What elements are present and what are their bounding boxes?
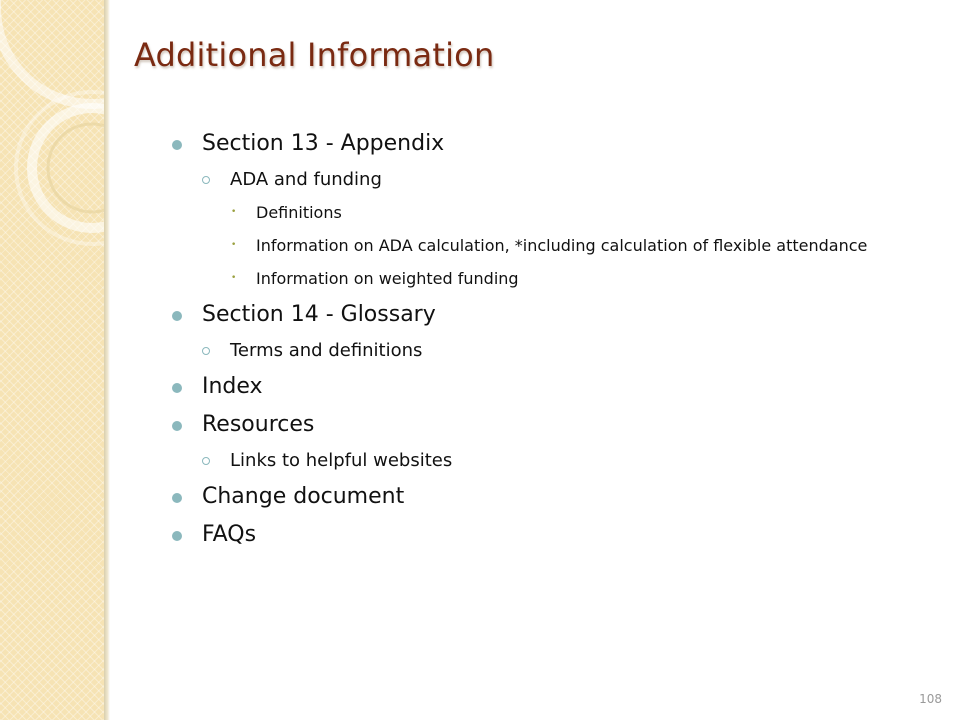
resources-label: Resources <box>202 412 315 437</box>
small-bullet-icon: • <box>231 207 237 217</box>
bullet-icon <box>172 421 182 431</box>
slide-body-outline <box>172 130 892 559</box>
small-bullet-icon: • <box>231 273 237 283</box>
decorative-circles <box>0 0 104 720</box>
ada-calculation-label: Information on ADA calculation, *including calculation of flexible attendance <box>256 236 868 255</box>
decorative-side-band <box>0 0 104 720</box>
ada-funding-label: ADA and funding <box>230 169 382 190</box>
definitions-label: Definitions <box>256 203 342 222</box>
ring-bullet-icon <box>202 457 210 465</box>
slide-title: Additional Information <box>134 36 495 74</box>
terms-label: Terms and definitions <box>230 340 423 361</box>
ring-bullet-icon <box>202 176 210 184</box>
section-13-label: Section 13 - Appendix <box>202 131 445 156</box>
list-item-terms <box>172 339 892 363</box>
list-item-section-14 <box>172 301 892 329</box>
weighted-funding-label: Information on weighted funding <box>256 269 519 288</box>
change-document-label: Change document <box>202 484 405 509</box>
index-label: Index <box>202 374 263 399</box>
list-item-change-document <box>172 483 892 511</box>
small-bullet-icon: • <box>231 240 237 250</box>
list-item-index <box>172 373 892 401</box>
bullet-icon <box>172 531 182 541</box>
ring-bullet-icon <box>202 347 210 355</box>
list-item-section-13 <box>172 130 892 158</box>
list-item-ada-calculation <box>172 235 892 257</box>
list-item-weighted-funding <box>172 268 892 290</box>
faqs-label: FAQs <box>202 522 257 547</box>
side-band-edge <box>104 0 110 720</box>
list-item-definitions <box>172 202 892 224</box>
list-item-resources <box>172 411 892 439</box>
section-14-label: Section 14 - Glossary <box>202 302 436 327</box>
bullet-icon <box>172 311 182 321</box>
bullet-icon <box>172 383 182 393</box>
links-label: Links to helpful websites <box>230 450 453 471</box>
bullet-icon <box>172 140 182 150</box>
list-item-faqs <box>172 521 892 549</box>
list-item-ada-funding <box>172 168 892 192</box>
bullet-icon <box>172 493 182 503</box>
list-item-links <box>172 449 892 473</box>
page-number: 108 <box>919 692 942 706</box>
